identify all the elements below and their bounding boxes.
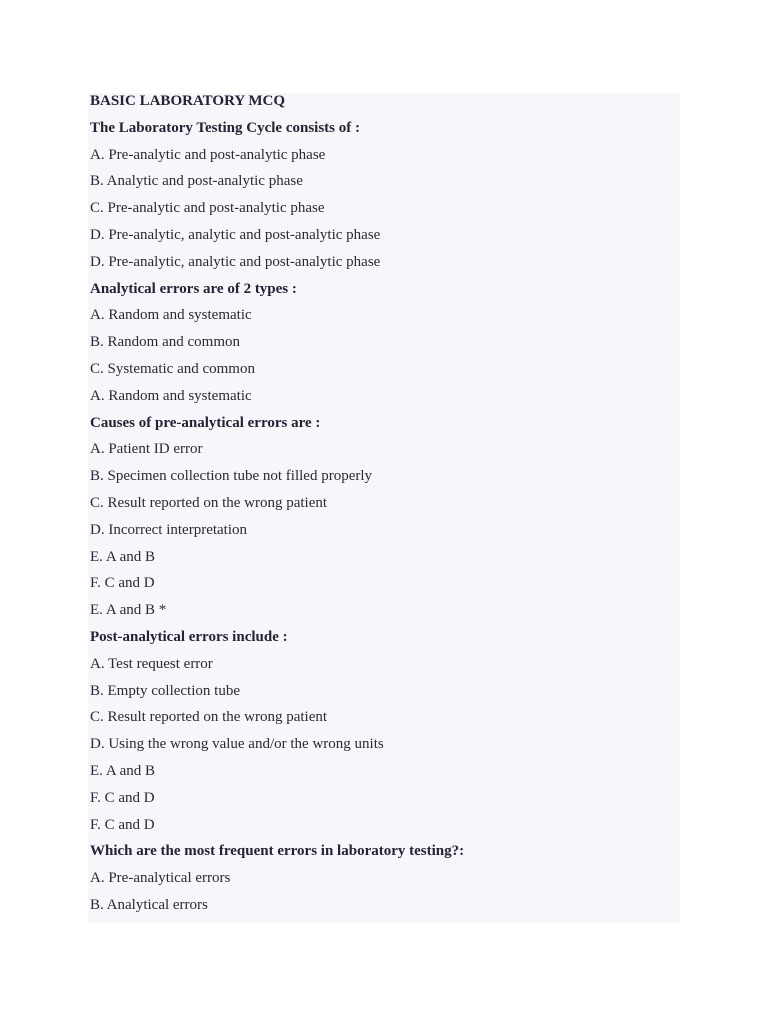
question-heading: Causes of pre-analytical errors are : bbox=[90, 414, 321, 431]
answer-option: C. Pre-analytic and post-analytic phase bbox=[90, 200, 325, 217]
answer-option: A. Pre-analytical errors bbox=[90, 870, 231, 887]
answer-option: B. Analytical errors bbox=[90, 896, 208, 913]
answer-option: E. A and B bbox=[90, 762, 156, 779]
answer-option: C. Systematic and common bbox=[90, 360, 255, 377]
answer-option: B. Random and common bbox=[90, 334, 240, 351]
answer-option: F. C and D bbox=[90, 575, 155, 592]
answer-option: A. Patient ID error bbox=[90, 441, 203, 458]
question-heading: Which are the most frequent errors in laboratory testing?: bbox=[90, 843, 465, 860]
answer-option: F. C and D bbox=[90, 789, 155, 806]
answer-option: A. Pre-analytic and post-analytic phase bbox=[90, 146, 326, 163]
answer-option: B. Specimen collection tube not filled properly bbox=[90, 468, 373, 485]
answer-option: E. A and B bbox=[90, 548, 156, 565]
question-heading: Post-analytical errors include : bbox=[90, 628, 288, 645]
answer-option: B. Analytic and post-analytic phase bbox=[90, 173, 303, 190]
answer-option: A. Random and systematic bbox=[90, 387, 252, 404]
answer-option: E. A and B * bbox=[90, 602, 167, 619]
answer-option: D. Incorrect interpretation bbox=[90, 521, 248, 538]
answer-option: A. Random and systematic bbox=[90, 307, 252, 324]
answer-option: C. Result reported on the wrong patient bbox=[90, 494, 328, 511]
answer-option: F. C and D bbox=[90, 816, 155, 833]
question-heading: The Laboratory Testing Cycle consists of : bbox=[90, 119, 360, 136]
answer-option: D. Pre-analytic, analytic and post-analytic phase bbox=[90, 253, 381, 270]
answer-option: B. Empty collection tube bbox=[90, 682, 240, 699]
answer-option: D. Pre-analytic, analytic and post-analytic phase bbox=[90, 226, 381, 243]
answer-option: D. Using the wrong value and/or the wrong units bbox=[90, 736, 384, 753]
document-title: BASIC LABORATORY MCQ bbox=[90, 93, 286, 109]
document-content bbox=[90, 88, 670, 919]
answer-option: C. Result reported on the wrong patient bbox=[90, 709, 328, 726]
answer-option: A. Test request error bbox=[90, 655, 213, 672]
question-heading: Analytical errors are of 2 types : bbox=[90, 280, 297, 297]
